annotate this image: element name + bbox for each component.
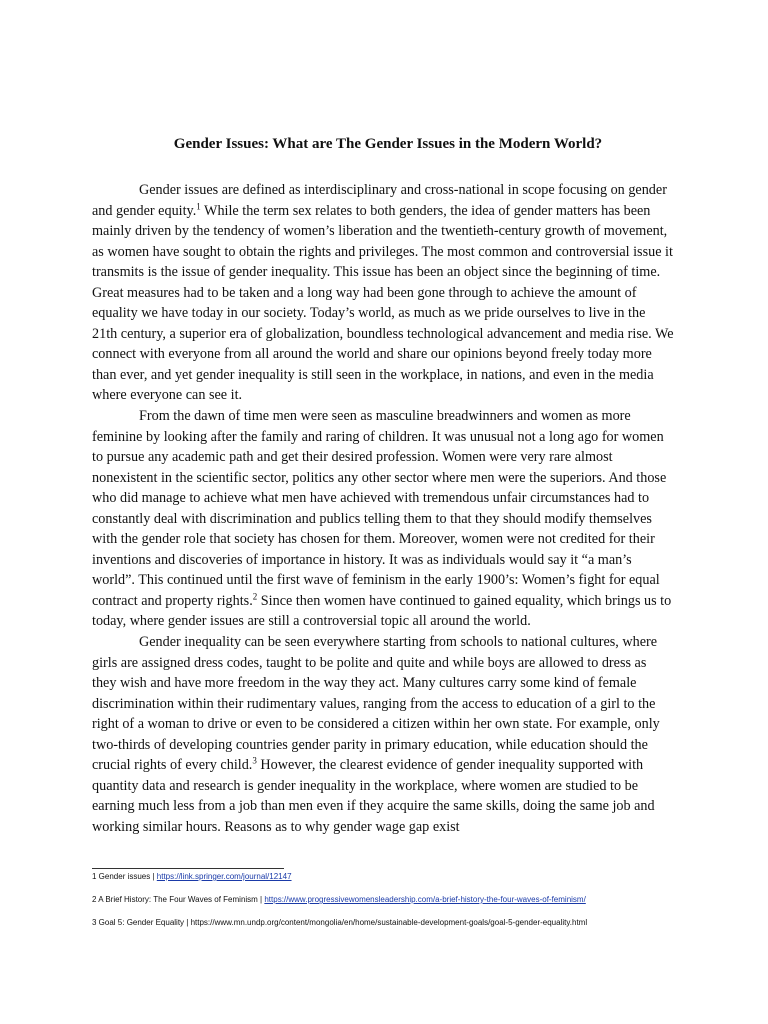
footnotes xyxy=(92,872,682,941)
footnote-reference: 3 xyxy=(252,755,257,766)
footnote-text: 2 A Brief History: The Four Waves of Feminism | xyxy=(92,895,265,904)
document-body xyxy=(92,180,674,838)
footnote-link[interactable]: https://link.springer.com/journal/12147 xyxy=(156,872,292,881)
body-paragraph xyxy=(92,632,674,837)
body-paragraph xyxy=(92,406,674,632)
paragraph-text: While the term sex relates to both genders, the idea of gender matters has been mainly driven by the tendency of women’s liberation and the twentieth-century growth of movement, as women have sought to obtain the rights and privileges. The most common and controversial issue it transmits is the issue of gender inequality. This issue has been an object since the beginning of time. Great measures had to be taken and a long way had been gone through to achieve the amount of equality we have today in our society. Today’s world, as much as we pride ourselves to live in the 21th century, a superior era of globalization, boundless technological advancement and media rise. We connect with everyone from all around the world and share our opinions beyond freely today more than ever, and yet gender inequality is still seen in the workplace, in nations, and even in the media where everyone can see it. xyxy=(92,202,674,404)
footnote-divider xyxy=(92,868,284,869)
footnote xyxy=(92,918,682,928)
footnote-link[interactable]: https://www.progressivewomensleadership.com/a-brief-history-the-four-waves-of-feminism/ xyxy=(264,895,586,904)
footnote xyxy=(92,895,682,905)
footnote-text: 3 Goal 5: Gender Equality | https://www.mn.undp.org/content/mongolia/en/home/sustainable-development-goals/goal-5-gender-equality.html xyxy=(92,918,588,927)
footnote-text: 1 Gender issues | xyxy=(92,872,157,881)
paragraph-text: Gender inequality can be seen everywhere starting from schools to national cultures, where girls are assigned dress codes, taught to be polite and quite and while boys are allowed to dress as they wish and have more freedom in the way they act. Many cultures carry some kind of female discrimination within their rudimentary values, ranging from the access to education of a girl to the right of a woman to drive or even to be considered a citizen within her own state. For example, only two-thirds of developing countries gender parity in primary education, while education should the crucial rights of every child. xyxy=(92,634,660,774)
footnote-reference: 2 xyxy=(252,591,258,602)
footnote-reference: 1 xyxy=(196,200,201,211)
paragraph-text: Since then women have continued to gained equality, which brings us to today, where gender issues are still a controversial topic all around the world. xyxy=(92,592,672,630)
footnote xyxy=(92,872,682,882)
paragraph-text: However, the clearest evidence of gender inequality supported with quantity data and research is gender inequality in the workplace, where women are studied to be earning much less from a job than men even if they acquire the same skills, doing the same job and working similar hours. Reasons as to why gender wage gap exist xyxy=(92,757,655,835)
paragraph-text: Gender issues are defined as interdisciplinary and cross-national in scope focusing on gender and gender equity. xyxy=(92,182,667,219)
document-title: Gender Issues: What are The Gender Issues in the Modern World? xyxy=(173,136,603,152)
paragraph-text: From the dawn of time men were seen as masculine breadwinners and women as more feminine by looking after the family and raring of children. It was unusual not a long ago for women to pursue any academic path and get their desired profession. Women were very rare almost nonexistent in the scientific sector, politics any other sector where men were the superiors. And those who did manage to achieve what men have achieved with tremendous unfair circumstances had to constantly deal with discrimination and publics telling them to that they should modify themselves with the gender role that society has chosen for them. Moreover, women were not credited for their inventions and discoveries of importance in history. It was as individuals would say it “a man’s world”. This continued until the first wave of feminism in the early 1900’s: Women’s fight for equal contract and property rights. xyxy=(92,408,667,609)
body-paragraph xyxy=(92,180,674,406)
